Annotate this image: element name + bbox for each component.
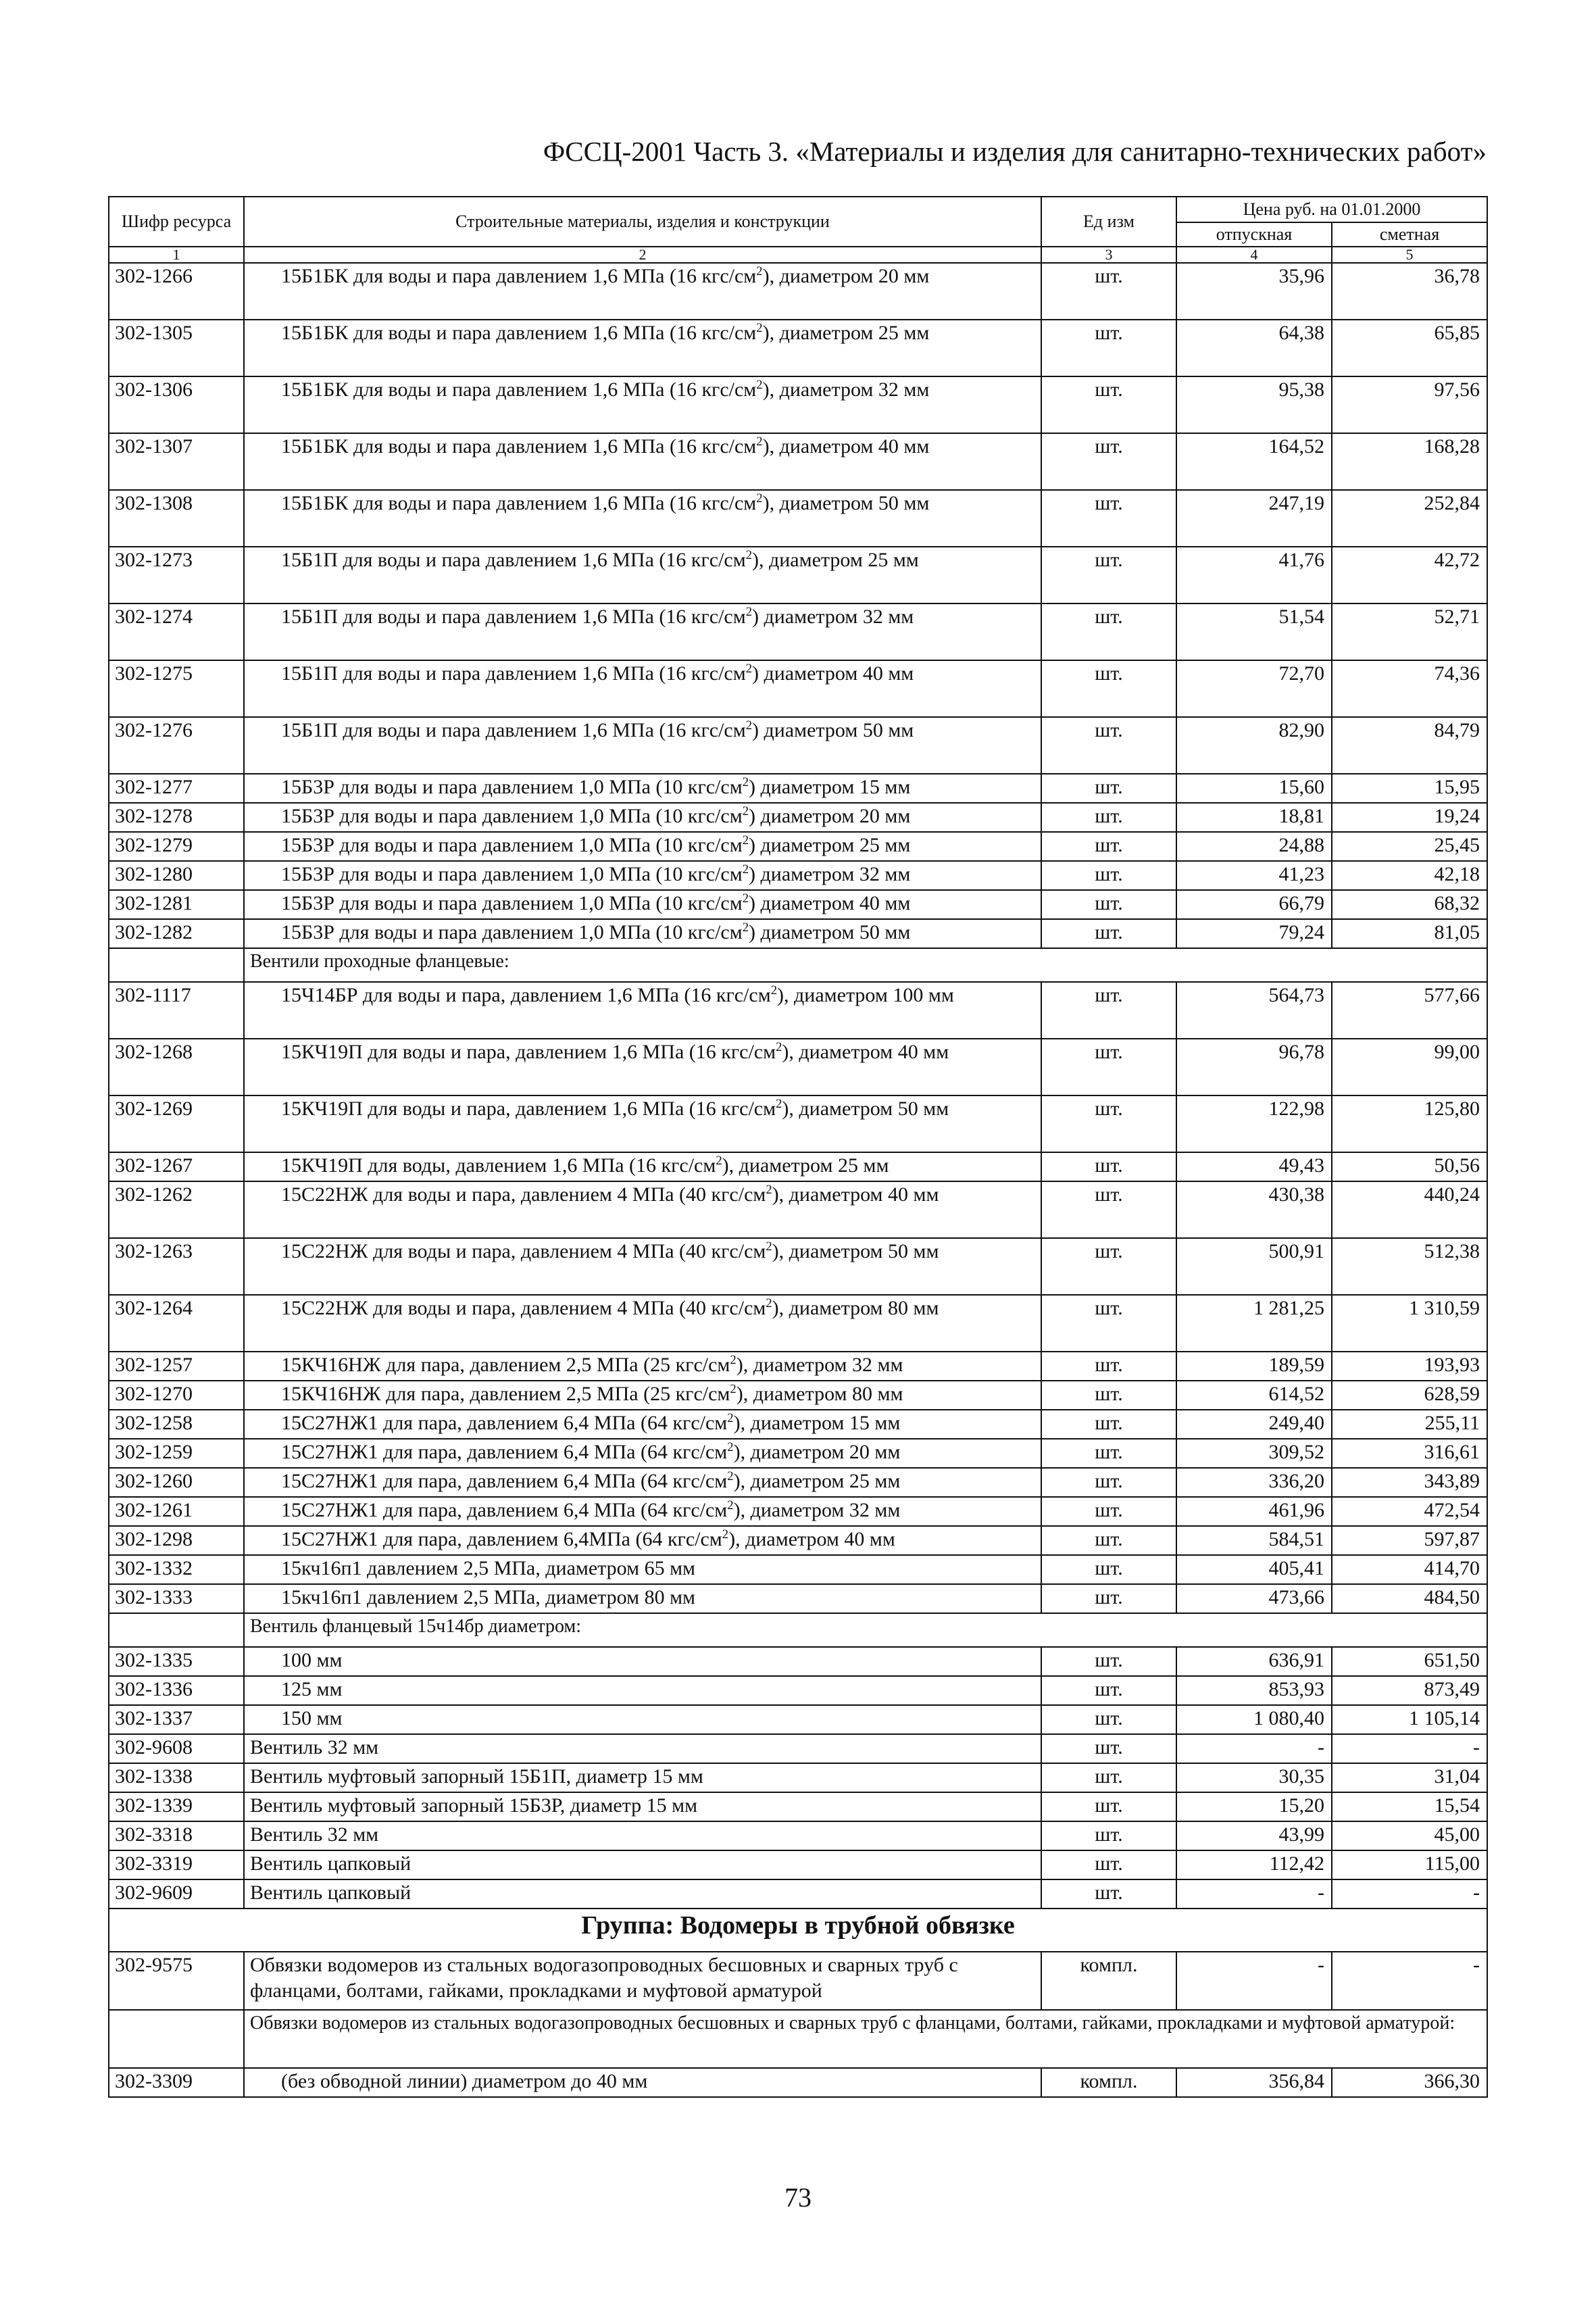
resource-code: 302-1281 [109, 890, 244, 919]
header-release: отпускная [1176, 222, 1332, 247]
release-price: 82,90 [1176, 717, 1332, 774]
column-number: 5 [1332, 247, 1487, 263]
table-row [109, 1039, 1487, 1096]
resource-code: 302-1335 [109, 1647, 244, 1676]
release-price: - [1176, 1879, 1332, 1909]
table-row [109, 1295, 1487, 1352]
resource-code: 302-9608 [109, 1734, 244, 1763]
release-price: - [1176, 1734, 1332, 1763]
group-heading-row [109, 948, 1487, 982]
estimate-price: 74,36 [1332, 660, 1487, 717]
table-row [109, 1238, 1487, 1295]
material-name: 15С27НЖ1 для пара, давлением 6,4 МПа (64 кгс/$см^2$), диаметром 15 мм [244, 1410, 1041, 1439]
estimate-price: 15,54 [1332, 1792, 1487, 1821]
release-price: 564,73 [1176, 982, 1332, 1039]
unit-of-measure: шт. [1041, 1295, 1176, 1352]
table-row [109, 803, 1487, 832]
resource-code: 302-1260 [109, 1468, 244, 1497]
estimate-price: 125,80 [1332, 1096, 1487, 1152]
unit-of-measure: шт. [1041, 1181, 1176, 1238]
material-name: Вентиль 32 мм [244, 1734, 1041, 1763]
resource-code: 302-1298 [109, 1526, 244, 1555]
resource-code: 302-3319 [109, 1850, 244, 1879]
unit-of-measure: шт. [1041, 1439, 1176, 1468]
resource-code: 302-3318 [109, 1821, 244, 1850]
release-price: 473,66 [1176, 1584, 1332, 1613]
estimate-price: 97,56 [1332, 376, 1487, 433]
material-name: 15Б3Р для воды и пара давлением 1,0 МПа (10 кгс/$см^2$) диаметром 25 мм [244, 832, 1041, 861]
unit-of-measure: шт. [1041, 320, 1176, 376]
estimate-price: 597,87 [1332, 1526, 1487, 1555]
release-price: 64,38 [1176, 320, 1332, 376]
release-price: 249,40 [1176, 1410, 1332, 1439]
resource-code: 302-1336 [109, 1676, 244, 1705]
resource-code: 302-1305 [109, 320, 244, 376]
group-heading-row [109, 2010, 1487, 2068]
resource-code: 302-1308 [109, 490, 244, 547]
estimate-price: 1 310,59 [1332, 1295, 1487, 1352]
material-name: 15Б3Р для воды и пара давлением 1,0 МПа (10 кгс/$см^2$) диаметром 20 мм [244, 803, 1041, 832]
resource-code: 302-1332 [109, 1555, 244, 1584]
unit-of-measure: шт. [1041, 919, 1176, 948]
unit-of-measure: шт. [1041, 660, 1176, 717]
estimate-price: - [1332, 1734, 1487, 1763]
table-row [109, 1792, 1487, 1821]
table-row [109, 1555, 1487, 1584]
estimate-price: 42,72 [1332, 547, 1487, 604]
resource-code: 302-1277 [109, 774, 244, 803]
estimate-price: 99,00 [1332, 1039, 1487, 1096]
estimate-price: 15,95 [1332, 774, 1487, 803]
resource-code: 302-1338 [109, 1763, 244, 1792]
estimate-price: 252,84 [1332, 490, 1487, 547]
resource-code: 302-1266 [109, 263, 244, 320]
resource-code: 302-1333 [109, 1584, 244, 1613]
unit-of-measure: шт. [1041, 717, 1176, 774]
table-row [109, 890, 1487, 919]
estimate-price: 651,50 [1332, 1647, 1487, 1676]
material-name: Вентиль 32 мм [244, 1821, 1041, 1850]
unit-of-measure: шт. [1041, 376, 1176, 433]
table-row [109, 1647, 1487, 1676]
estimate-price: 65,85 [1332, 320, 1487, 376]
estimate-price: 366,30 [1332, 2068, 1487, 2097]
estimate-price: 255,11 [1332, 1410, 1487, 1439]
unit-of-measure: шт. [1041, 1676, 1176, 1705]
header-name: Строительные материалы, изделия и конструкции [244, 197, 1041, 247]
material-name: 15КЧ19П для воды и пара, давлением 1,6 МПа (16 кгс/$см^2$), диаметром 50 мм [244, 1096, 1041, 1152]
material-name: 15С27НЖ1 для пара, давлением 6,4МПа (64 кгс/$см^2$), диаметром 40 мм [244, 1526, 1041, 1555]
resource-code: 302-1117 [109, 982, 244, 1039]
material-name: Обвязки водомеров из стальных водогазопроводных бесшовных и сварных труб с фланцами, болтами, гайками, прокладками и муфтовой арматурой [244, 1952, 1041, 2010]
release-price: 500,91 [1176, 1238, 1332, 1295]
table-body [109, 263, 1487, 2097]
unit-of-measure: шт. [1041, 1705, 1176, 1734]
table-row [109, 1410, 1487, 1439]
table-row [109, 1705, 1487, 1734]
release-price: 112,42 [1176, 1850, 1332, 1879]
unit-of-measure: шт. [1041, 1879, 1176, 1909]
estimate-price: 50,56 [1332, 1152, 1487, 1181]
resource-code: 302-1258 [109, 1410, 244, 1439]
unit-of-measure: шт. [1041, 1238, 1176, 1295]
material-name: 15С27НЖ1 для пара, давлением 6,4 МПа (64 кгс/$см^2$), диаметром 20 мм [244, 1439, 1041, 1468]
unit-of-measure: шт. [1041, 1584, 1176, 1613]
table-header [109, 197, 1487, 263]
group-code-cell [109, 948, 244, 982]
release-price: 1 281,25 [1176, 1295, 1332, 1352]
material-name: 15Б1П для воды и пара давлением 1,6 МПа (16 кгс/$см^2$) диаметром 40 мм [244, 660, 1041, 717]
release-price: 95,38 [1176, 376, 1332, 433]
material-name: 15КЧ19П для воды, давлением 1,6 МПа (16 кгс/$см^2$), диаметром 25 мм [244, 1152, 1041, 1181]
material-name: 15Б3Р для воды и пара давлением 1,0 МПа (10 кгс/$см^2$) диаметром 15 мм [244, 774, 1041, 803]
table-row [109, 490, 1487, 547]
table-row [109, 1381, 1487, 1410]
column-number: 4 [1176, 247, 1332, 263]
estimate-price: 484,50 [1332, 1584, 1487, 1613]
release-price: 309,52 [1176, 1439, 1332, 1468]
unit-of-measure: шт. [1041, 774, 1176, 803]
unit-of-measure: шт. [1041, 1497, 1176, 1526]
estimate-price: 512,38 [1332, 1238, 1487, 1295]
table-row [109, 1763, 1487, 1792]
release-price: 43,99 [1176, 1821, 1332, 1850]
table-row [109, 919, 1487, 948]
material-name: Вентиль муфтовый запорный 15Б3Р, диаметр 15 мм [244, 1792, 1041, 1821]
estimate-price: 193,93 [1332, 1352, 1487, 1381]
resource-code: 302-1307 [109, 433, 244, 490]
estimate-price: 81,05 [1332, 919, 1487, 948]
resource-code: 302-1267 [109, 1152, 244, 1181]
unit-of-measure: компл. [1041, 2068, 1176, 2097]
table-row [109, 1352, 1487, 1381]
unit-of-measure: шт. [1041, 803, 1176, 832]
table-row [109, 604, 1487, 660]
table-row [109, 1526, 1487, 1555]
release-price: 189,59 [1176, 1352, 1332, 1381]
unit-of-measure: шт. [1041, 263, 1176, 320]
table-row [109, 1439, 1487, 1468]
group-heading: Вентили проходные фланцевые: [244, 948, 1487, 982]
material-name: 15Б1БК для воды и пара давлением 1,6 МПа (16 кгс/$см^2$), диаметром 25 мм [244, 320, 1041, 376]
release-price: 96,78 [1176, 1039, 1332, 1096]
material-name: 15С27НЖ1 для пара, давлением 6,4 МПа (64 кгс/$см^2$), диаметром 32 мм [244, 1497, 1041, 1526]
table-row [109, 1584, 1487, 1613]
table-row [109, 832, 1487, 861]
column-number: 3 [1041, 247, 1176, 263]
table-row [109, 1850, 1487, 1879]
table-row [109, 2068, 1487, 2097]
release-price: 72,70 [1176, 660, 1332, 717]
header-estimate: сметная [1332, 222, 1487, 247]
resource-code: 302-1262 [109, 1181, 244, 1238]
release-price: 15,20 [1176, 1792, 1332, 1821]
release-price: 636,91 [1176, 1647, 1332, 1676]
material-name: Вентиль цапковый [244, 1879, 1041, 1909]
estimate-price: 873,49 [1332, 1676, 1487, 1705]
header-price-group: Цена руб. на 01.01.2000 [1176, 197, 1487, 222]
material-name: 15С22НЖ для воды и пара, давлением 4 МПа (40 кгс/$см^2$), диаметром 50 мм [244, 1238, 1041, 1295]
material-name: 15Б1П для воды и пара давлением 1,6 МПа (16 кгс/$см^2$) диаметром 50 мм [244, 717, 1041, 774]
resource-code: 302-1264 [109, 1295, 244, 1352]
material-name: 15Б1БК для воды и пара давлением 1,6 МПа (16 кгс/$см^2$), диаметром 50 мм [244, 490, 1041, 547]
release-price: 18,81 [1176, 803, 1332, 832]
group-heading: Обвязки водомеров из стальных водогазопроводных бесшовных и сварных труб с фланцами, болтами, гайками, прокладками и муфтовой арматурой: [244, 2010, 1487, 2068]
material-name: (без обводной линии) диаметром до 40 мм [244, 2068, 1041, 2097]
material-name: 15Б1БК для воды и пара давлением 1,6 МПа (16 кгс/$см^2$), диаметром 20 мм [244, 263, 1041, 320]
release-price: 247,19 [1176, 490, 1332, 547]
release-price: 41,76 [1176, 547, 1332, 604]
estimate-price: 36,78 [1332, 263, 1487, 320]
material-name: 15С22НЖ для воды и пара, давлением 4 МПа (40 кгс/$см^2$), диаметром 40 мм [244, 1181, 1041, 1238]
unit-of-measure: шт. [1041, 1410, 1176, 1439]
unit-of-measure: шт. [1041, 1792, 1176, 1821]
unit-of-measure: шт. [1041, 1526, 1176, 1555]
resource-code: 302-1273 [109, 547, 244, 604]
release-price: 49,43 [1176, 1152, 1332, 1181]
table-row [109, 1152, 1487, 1181]
material-name: 125 мм [244, 1676, 1041, 1705]
resource-code: 302-1263 [109, 1238, 244, 1295]
table-row [109, 1821, 1487, 1850]
estimate-price: 343,89 [1332, 1468, 1487, 1497]
resource-code: 302-1268 [109, 1039, 244, 1096]
release-price: 51,54 [1176, 604, 1332, 660]
column-number: 2 [244, 247, 1041, 263]
unit-of-measure: шт. [1041, 1152, 1176, 1181]
unit-of-measure: шт. [1041, 1821, 1176, 1850]
resource-code: 302-1270 [109, 1381, 244, 1410]
resource-code: 302-1278 [109, 803, 244, 832]
table-row [109, 433, 1487, 490]
table-row [109, 1096, 1487, 1152]
material-name: Вентиль цапковый [244, 1850, 1041, 1879]
resource-code: 302-1275 [109, 660, 244, 717]
table-row [109, 1952, 1487, 2010]
table-row [109, 660, 1487, 717]
header-code: Шифр ресурса [109, 197, 244, 247]
table-row [109, 1676, 1487, 1705]
table-row [109, 263, 1487, 320]
resource-code: 302-1337 [109, 1705, 244, 1734]
unit-of-measure: шт. [1041, 1555, 1176, 1584]
unit-of-measure: шт. [1041, 1850, 1176, 1879]
estimate-price: 45,00 [1332, 1821, 1487, 1850]
unit-of-measure: шт. [1041, 1763, 1176, 1792]
running-head: ФССЦ-2001 Часть 3. «Материалы и изделия для санитарно-технических работ» [543, 136, 1487, 167]
resource-code: 302-1259 [109, 1439, 244, 1468]
table-row [109, 1497, 1487, 1526]
material-name: 15С27НЖ1 для пара, давлением 6,4 МПа (64 кгс/$см^2$), диаметром 25 мм [244, 1468, 1041, 1497]
material-name: 100 мм [244, 1647, 1041, 1676]
material-name: 15Б1П для воды и пара давлением 1,6 МПа (16 кгс/$см^2$) диаметром 32 мм [244, 604, 1041, 660]
unit-of-measure: шт. [1041, 832, 1176, 861]
release-price: 1 080,40 [1176, 1705, 1332, 1734]
unit-of-measure: шт. [1041, 1381, 1176, 1410]
resource-code: 302-3309 [109, 2068, 244, 2097]
table-row [109, 376, 1487, 433]
unit-of-measure: шт. [1041, 1352, 1176, 1381]
group-heading-row [109, 1613, 1487, 1647]
estimate-price: 52,71 [1332, 604, 1487, 660]
resource-code: 302-1257 [109, 1352, 244, 1381]
table-row [109, 861, 1487, 890]
release-price: - [1176, 1952, 1332, 2010]
estimate-price: 115,00 [1332, 1850, 1487, 1879]
estimate-price: 19,24 [1332, 803, 1487, 832]
page-number: 73 [784, 2182, 812, 2213]
estimate-price: 42,18 [1332, 861, 1487, 890]
material-name: Вентиль муфтовый запорный 15Б1П, диаметр 15 мм [244, 1763, 1041, 1792]
release-price: 79,24 [1176, 919, 1332, 948]
release-price: 614,52 [1176, 1381, 1332, 1410]
estimate-price: 68,32 [1332, 890, 1487, 919]
table-row [109, 1879, 1487, 1909]
table-row [109, 1468, 1487, 1497]
estimate-price: 84,79 [1332, 717, 1487, 774]
resource-code: 302-1280 [109, 861, 244, 890]
release-price: 430,38 [1176, 1181, 1332, 1238]
estimate-price: - [1332, 1952, 1487, 2010]
table-row [109, 774, 1487, 803]
estimate-price: 472,54 [1332, 1497, 1487, 1526]
release-price: 24,88 [1176, 832, 1332, 861]
resource-code: 302-1274 [109, 604, 244, 660]
estimate-price: 628,59 [1332, 1381, 1487, 1410]
material-name: 15Б3Р для воды и пара давлением 1,0 МПа (10 кгс/$см^2$) диаметром 40 мм [244, 890, 1041, 919]
material-name: 15КЧ16НЖ для пара, давлением 2,5 МПа (25 кгс/$см^2$), диаметром 32 мм [244, 1352, 1041, 1381]
estimate-price: 31,04 [1332, 1763, 1487, 1792]
resource-code: 302-1261 [109, 1497, 244, 1526]
material-name: 15Б1БК для воды и пара давлением 1,6 МПа (16 кгс/$см^2$), диаметром 32 мм [244, 376, 1041, 433]
release-price: 405,41 [1176, 1555, 1332, 1584]
price-table-wrapper [108, 196, 1487, 2098]
estimate-price: 25,45 [1332, 832, 1487, 861]
estimate-price: 440,24 [1332, 1181, 1487, 1238]
estimate-price: 1 105,14 [1332, 1705, 1487, 1734]
resource-code: 302-1269 [109, 1096, 244, 1152]
release-price: 853,93 [1176, 1676, 1332, 1705]
column-number: 1 [109, 247, 244, 263]
material-name: 15Б1П для воды и пара давлением 1,6 МПа (16 кгс/$см^2$), диаметром 25 мм [244, 547, 1041, 604]
material-name: 15кч16п1 давлением 2,5 МПа, диаметром 65 мм [244, 1555, 1041, 1584]
estimate-price: - [1332, 1879, 1487, 1909]
resource-code: 302-1282 [109, 919, 244, 948]
table-row [109, 320, 1487, 376]
release-price: 15,60 [1176, 774, 1332, 803]
material-name: 15КЧ16НЖ для пара, давлением 2,5 МПа (25 кгс/$см^2$), диаметром 80 мм [244, 1381, 1041, 1410]
unit-of-measure: шт. [1041, 861, 1176, 890]
resource-code: 302-1339 [109, 1792, 244, 1821]
section-heading: Группа: Водомеры в трубной обвязке [109, 1909, 1487, 1952]
resource-code: 302-1306 [109, 376, 244, 433]
resource-code: 302-9609 [109, 1879, 244, 1909]
release-price: 30,35 [1176, 1763, 1332, 1792]
unit-of-measure: шт. [1041, 890, 1176, 919]
release-price: 584,51 [1176, 1526, 1332, 1555]
group-heading: Вентиль фланцевый 15ч14бр диаметром: [244, 1613, 1487, 1647]
material-name: 15С22НЖ для воды и пара, давлением 4 МПа (40 кгс/$см^2$), диаметром 80 мм [244, 1295, 1041, 1352]
table-row [109, 1181, 1487, 1238]
estimate-price: 316,61 [1332, 1439, 1487, 1468]
unit-of-measure: шт. [1041, 1096, 1176, 1152]
group-code-cell [109, 2010, 244, 2068]
resource-code: 302-1279 [109, 832, 244, 861]
material-name: 15Б3Р для воды и пара давлением 1,0 МПа (10 кгс/$см^2$) диаметром 50 мм [244, 919, 1041, 948]
material-name: 15КЧ19П для воды и пара, давлением 1,6 МПа (16 кгс/$см^2$), диаметром 40 мм [244, 1039, 1041, 1096]
resource-code: 302-1276 [109, 717, 244, 774]
material-name: 15Б1БК для воды и пара давлением 1,6 МПа (16 кгс/$см^2$), диаметром 40 мм [244, 433, 1041, 490]
material-name: 15Ч14БР для воды и пара, давлением 1,6 МПа (16 кгс/$см^2$), диаметром 100 мм [244, 982, 1041, 1039]
unit-of-measure: шт. [1041, 604, 1176, 660]
unit-of-measure: шт. [1041, 433, 1176, 490]
material-name: 150 мм [244, 1705, 1041, 1734]
release-price: 336,20 [1176, 1468, 1332, 1497]
estimate-price: 577,66 [1332, 982, 1487, 1039]
unit-of-measure: шт. [1041, 1647, 1176, 1676]
release-price: 41,23 [1176, 861, 1332, 890]
group-code-cell [109, 1613, 244, 1647]
table-row [109, 1734, 1487, 1763]
unit-of-measure: шт. [1041, 490, 1176, 547]
release-price: 35,96 [1176, 263, 1332, 320]
header-unit: Ед изм [1041, 197, 1176, 247]
resource-code: 302-9575 [109, 1952, 244, 2010]
material-name: 15кч16п1 давлением 2,5 МПа, диаметром 80 мм [244, 1584, 1041, 1613]
table-row [109, 547, 1487, 604]
unit-of-measure: шт. [1041, 547, 1176, 604]
material-name: 15Б3Р для воды и пара давлением 1,0 МПа (10 кгс/$см^2$) диаметром 32 мм [244, 861, 1041, 890]
table-row [109, 717, 1487, 774]
estimate-price: 414,70 [1332, 1555, 1487, 1584]
unit-of-measure: компл. [1041, 1952, 1176, 2010]
section-heading-row [109, 1909, 1487, 1952]
release-price: 122,98 [1176, 1096, 1332, 1152]
unit-of-measure: шт. [1041, 982, 1176, 1039]
release-price: 461,96 [1176, 1497, 1332, 1526]
unit-of-measure: шт. [1041, 1468, 1176, 1497]
price-table [108, 196, 1488, 2098]
unit-of-measure: шт. [1041, 1734, 1176, 1763]
table-row [109, 982, 1487, 1039]
unit-of-measure: шт. [1041, 1039, 1176, 1096]
estimate-price: 168,28 [1332, 433, 1487, 490]
release-price: 356,84 [1176, 2068, 1332, 2097]
release-price: 66,79 [1176, 890, 1332, 919]
release-price: 164,52 [1176, 433, 1332, 490]
